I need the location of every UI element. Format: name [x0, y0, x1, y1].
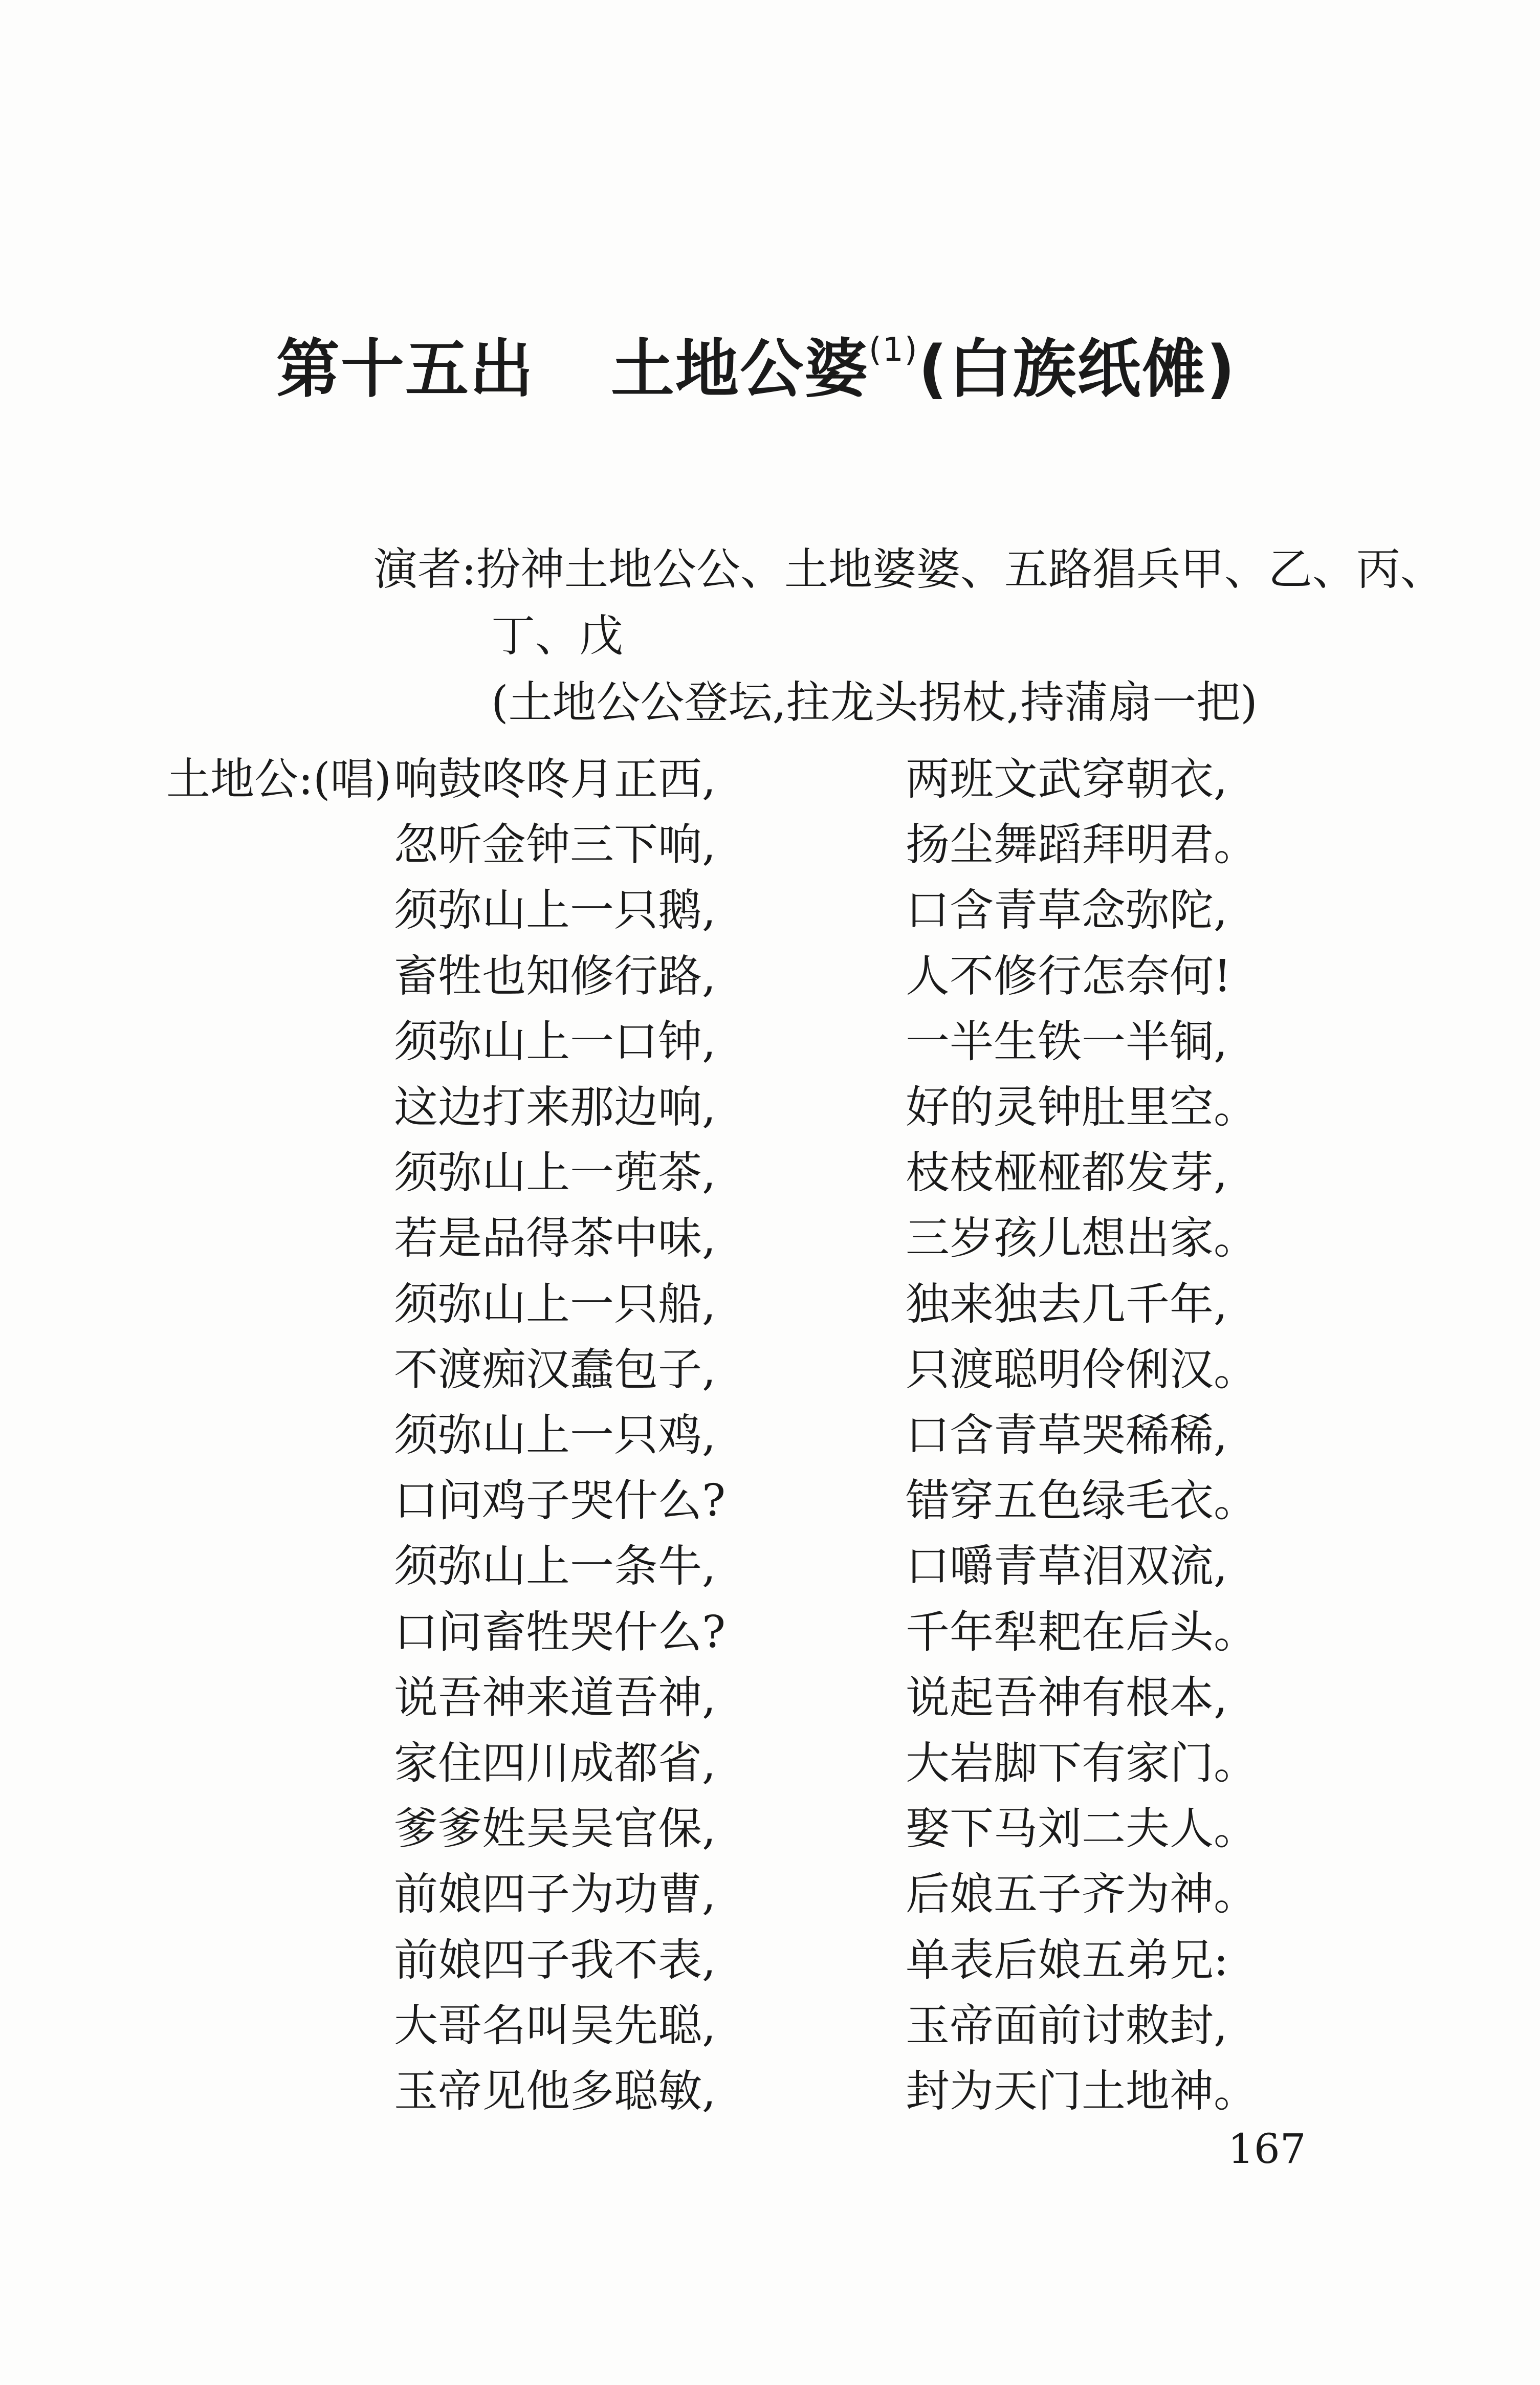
- verse-left: 响鼓咚咚月正西,: [394, 754, 716, 805]
- verse-couplet: [0, 1147, 1540, 1216]
- verse-couplet: [0, 2066, 1540, 2135]
- verse-right: 口含青草哭稀稀,: [906, 1410, 1228, 1461]
- verse-left: 须弥山上一条牛,: [394, 1541, 716, 1592]
- verse-right: 千年犁耙在后头。: [906, 1607, 1258, 1658]
- verse-couplet: [0, 1279, 1540, 1348]
- verse-left: 须弥山上一只鹅,: [394, 885, 716, 936]
- verse-couplet: [0, 1213, 1540, 1282]
- verse-right: 后娘五子齐为神。: [906, 1869, 1258, 1920]
- verse-left: 若是品得茶中味,: [394, 1213, 716, 1264]
- page-number: 167: [1228, 2125, 1306, 2173]
- verse-left: 忽听金钟三下响,: [394, 819, 716, 870]
- verse-couplet: [0, 1410, 1540, 1479]
- verse-couplet: [0, 1607, 1540, 1676]
- verse-right: 说起吾神有根本,: [906, 1672, 1228, 1723]
- verse-right: 枝枝桠桠都发芽,: [906, 1147, 1228, 1198]
- verse-left: 玉帝见他多聪敏,: [394, 2066, 716, 2117]
- verse-couplet: [0, 1672, 1540, 1741]
- verse-right: 扬尘舞蹈拜明君。: [906, 819, 1258, 870]
- verse-right: 单表后娘五弟兄:: [906, 1935, 1228, 1986]
- verse-left: 前娘四子我不表,: [394, 1935, 716, 1986]
- verse-couplet: [0, 1082, 1540, 1151]
- cast-label: 演者:: [373, 544, 476, 595]
- verse-right: 口含青草念弥陀,: [906, 885, 1228, 936]
- verse-right: 封为天门土地神。: [906, 2066, 1258, 2117]
- verse-couplet: [0, 1016, 1540, 1085]
- footnote-marker: (1): [869, 331, 918, 369]
- verse-left: 须弥山上一口钟,: [394, 1016, 716, 1067]
- verse-left: 口问鸡子哭什么?: [394, 1475, 726, 1526]
- verse-left: 不渡痴汉蠢包子,: [394, 1344, 716, 1395]
- verse-right: 好的灵钟肚里空。: [906, 1082, 1258, 1133]
- verse-right: 只渡聪明伶俐汉。: [906, 1344, 1258, 1395]
- cast-line-2: 丁、戊: [491, 610, 623, 662]
- verse-right: 娶下马刘二夫人。: [906, 1803, 1258, 1854]
- chapter-title: [276, 331, 1237, 406]
- verse-couplet: [0, 1803, 1540, 1872]
- verse-couplet: [0, 885, 1540, 954]
- verse-couplet: [0, 1541, 1540, 1610]
- verse-right: 三岁孩儿想出家。: [906, 1213, 1258, 1264]
- verse-right: 独来独去几千年,: [906, 1279, 1228, 1330]
- verse-left: 须弥山上一只鸡,: [394, 1410, 716, 1461]
- verse-left: 爹爹姓吴吴官保,: [394, 1803, 716, 1854]
- cast-line-1: 扮神土地公公、土地婆婆、五路猖兵甲、乙、丙、: [476, 544, 1444, 595]
- chapter-number: 第十五出: [276, 333, 535, 406]
- speaker-label: 土地公:(唱): [166, 754, 392, 805]
- verse-couplet: [0, 754, 1540, 823]
- verse-couplet: [0, 951, 1540, 1020]
- verse-right: 一半生铁一半铜,: [906, 1016, 1228, 1067]
- cast-list: [373, 544, 1444, 595]
- verse-couplet: [0, 1935, 1540, 2004]
- verse-right: 人不修行怎奈何!: [906, 951, 1231, 1002]
- verse-couplet: [0, 1344, 1540, 1413]
- chapter-subtitle: (白族纸傩): [918, 333, 1237, 406]
- verse-couplet: [0, 2000, 1540, 2069]
- verse-right: 两班文武穿朝衣,: [906, 754, 1228, 805]
- verse-right: 大岩脚下有家门。: [906, 1738, 1258, 1789]
- verse-left: 畜牲也知修行路,: [394, 951, 716, 1002]
- stage-direction: (土地公公登坛,拄龙头拐杖,持蒲扇一把): [491, 677, 1258, 728]
- verse-left: 口问畜牲哭什么?: [394, 1607, 726, 1658]
- verse-left: 前娘四子为功曹,: [394, 1869, 716, 1920]
- verse-right: 玉帝面前讨敕封,: [906, 2000, 1228, 2051]
- verse-left: 须弥山上一蔸茶,: [394, 1147, 716, 1198]
- chapter-name: 土地公婆: [611, 333, 869, 406]
- verse-left: 这边打来那边响,: [394, 1082, 716, 1133]
- verse-left: 说吾神来道吾神,: [394, 1672, 716, 1723]
- verse-left: 大哥名叫吴先聪,: [394, 2000, 716, 2051]
- verse-couplet: [0, 819, 1540, 888]
- verse-right: 错穿五色绿毛衣。: [906, 1475, 1258, 1526]
- verse-right: 口嚼青草泪双流,: [906, 1541, 1228, 1592]
- verse-couplet: [0, 1738, 1540, 1807]
- verse-couplet: [0, 1869, 1540, 1938]
- verse-couplet: [0, 1475, 1540, 1544]
- verse-left: 须弥山上一只船,: [394, 1279, 716, 1330]
- verse-left: 家住四川成都省,: [394, 1738, 716, 1789]
